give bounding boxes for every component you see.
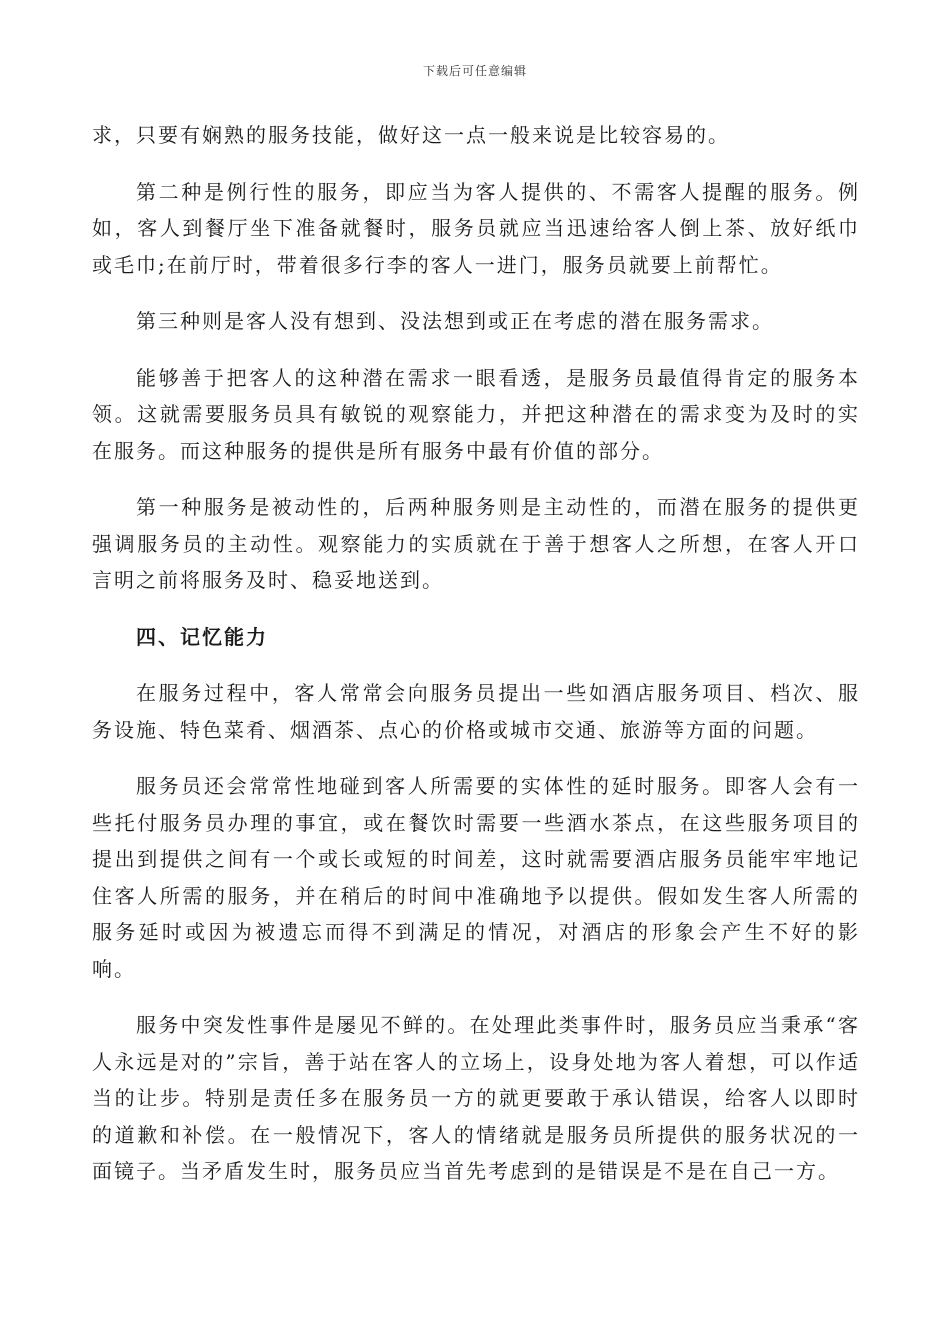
paragraph-potential-service: 第三种则是客人没有想到、没法想到或正在考虑的潜在服务需求。 (136, 309, 774, 333)
paragraph-routine-service: 第二种是例行性的服务，即应当为客人提供的、不需客人提醒的服务。例如，客人到餐厅坐下准备就餐时，服务员就应当迅速给客人倒上茶、放好纸巾或毛巾;在前厅时，带着很多行李的客人一进门，服务员就要上前帮忙。 (92, 179, 860, 277)
paragraph-service-types: 第一种服务是被动性的，后两种服务则是主动性的，而潜在服务的提供更强调服务员的主动性。观察能力的实质就在于善于想客人之所想，在客人开口言明之前将服务及时、稳妥地送到。 (92, 495, 860, 592)
paragraph-observation-skill: 能够善于把客人的这种潜在需求一眼看透，是服务员最值得肯定的服务本领。这就需要服务员具有敏锐的观察能力，并把这种潜在的需求变为及时的实在服务。而这种服务的提供是所有服务中最有价值的部分。 (92, 365, 860, 463)
paragraph-emergencies: 服务中突发性事件是屡见不鲜的。在处理此类事件时，服务员应当秉承“客人永远是对的”宗旨，善于站在客人的立场上，设身处地为客人着想，可以作适当的让步。特别是责任多在服务员一方的就更要敢于承认错误，给客人以即时的道歉和补偿。在一般情况下，客人的情绪就是服务员所提供的服务状况的一面镜子。当矛盾发生时，服务员应当首先考虑到的是错误是不是在自己一方。 (92, 1013, 860, 1183)
paragraph-guest-questions: 在服务过程中，客人常常会向服务员提出一些如酒店服务项目、档次、服务设施、特色菜肴、烟酒茶、点心的价格或城市交通、旅游等方面的问题。 (92, 681, 860, 742)
page-header: 下载后可任意编辑 (422, 64, 527, 78)
paragraph-delayed-service: 服务员还会常常性地碰到客人所需要的实体性的延时服务。即客人会有一些托付服务员办理的事宜，或在餐饮时需要一些酒水茶点，在这些服务项目的提出到提供之间有一个或长或短的时间差，这时就需要酒店服务员能牢牢地记住客人所需的服务，并在稍后的时间中准确地予以提供。假如发生客人所需的服务延时或因为被遗忘而得不到满足的情况，对酒店的形象会产生不好的影响。 (92, 774, 860, 981)
document-body (92, 117, 860, 1210)
paragraph-continuation: 求，只要有娴熟的服务技能，做好这一点一般来说是比较容易的。 (92, 123, 730, 147)
section-heading-memory: 四、记忆能力 (136, 624, 268, 649)
